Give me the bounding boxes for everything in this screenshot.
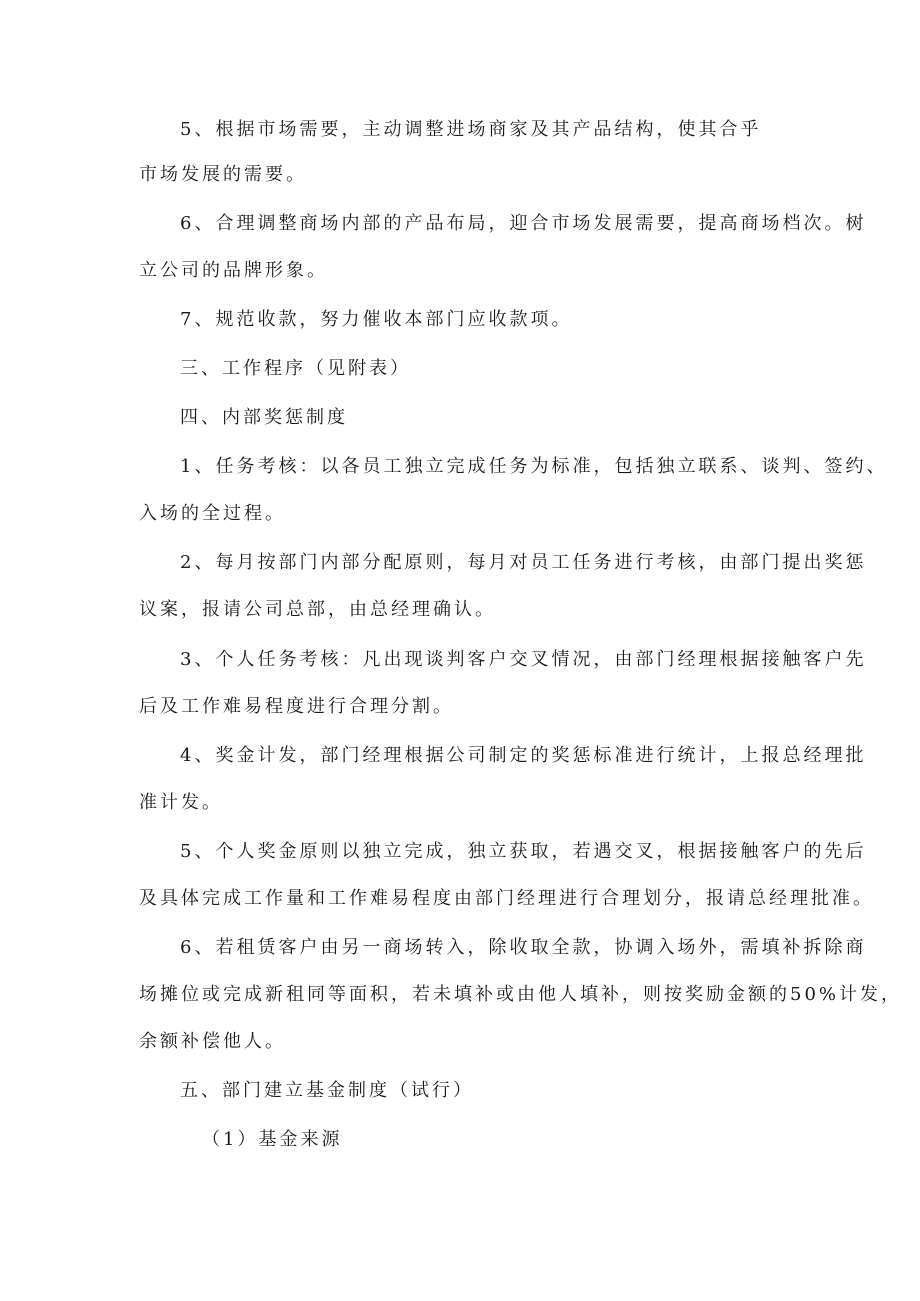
paragraph-line: 4、奖金计发，部门经理根据公司制定的奖惩标准进行统计，上报总经理批 — [180, 745, 867, 766]
section-heading: 三、工作程序（见附表） — [180, 358, 411, 379]
paragraph-line: 7、规范收款，努力催收本部门应收款项。 — [180, 309, 573, 330]
paragraph-line: 议案，报请公司总部，由总经理确认。 — [139, 599, 496, 620]
subsection-heading: （1）基金来源 — [202, 1129, 343, 1150]
paragraph-line: 入场的全过程。 — [139, 503, 286, 524]
paragraph-line: 6、若租赁客户由另一商场转入，除收取全款，协调入场外，需填补拆除商 — [180, 937, 867, 958]
paragraph-line: 1、任务考核：以各员工独立完成任务为标准，包括独立联系、谈判、签约、 — [180, 456, 888, 477]
paragraph-line: 3、个人任务考核：凡出现谈判客户交叉情况，由部门经理根据接触客户先 — [180, 649, 867, 670]
section-heading: 五、部门建立基金制度（试行） — [180, 1080, 474, 1101]
paragraph-line: 市场发展的需要。 — [139, 164, 307, 185]
paragraph-line: 6、合理调整商场内部的产品布局，迎合市场发展需要，提高商场档次。树 — [180, 213, 867, 234]
paragraph-line: 2、每月按部门内部分配原则，每月对员工任务进行考核，由部门提出奖惩 — [180, 552, 867, 573]
paragraph-line: 准计发。 — [139, 792, 223, 813]
paragraph-line: 余额补偿他人。 — [139, 1031, 286, 1052]
paragraph-line: 立公司的品牌形象。 — [139, 260, 328, 281]
paragraph-line: 5、个人奖金原则以独立完成，独立获取，若遇交叉，根据接触客户的先后 — [180, 841, 867, 862]
paragraph-line: 5、根据市场需要，主动调整进场商家及其产品结构，使其合乎 — [180, 119, 762, 140]
section-heading: 四、内部奖惩制度 — [180, 407, 348, 428]
paragraph-line: 后及工作难易程度进行合理分割。 — [139, 696, 454, 717]
paragraph-line: 及具体完成工作量和工作难易程度由部门经理进行合理划分，报请总经理批准。 — [139, 888, 874, 909]
paragraph-line: 场摊位或完成新租同等面积，若未填补或由他人填补，则按奖励金额的50%计发， — [139, 984, 903, 1005]
